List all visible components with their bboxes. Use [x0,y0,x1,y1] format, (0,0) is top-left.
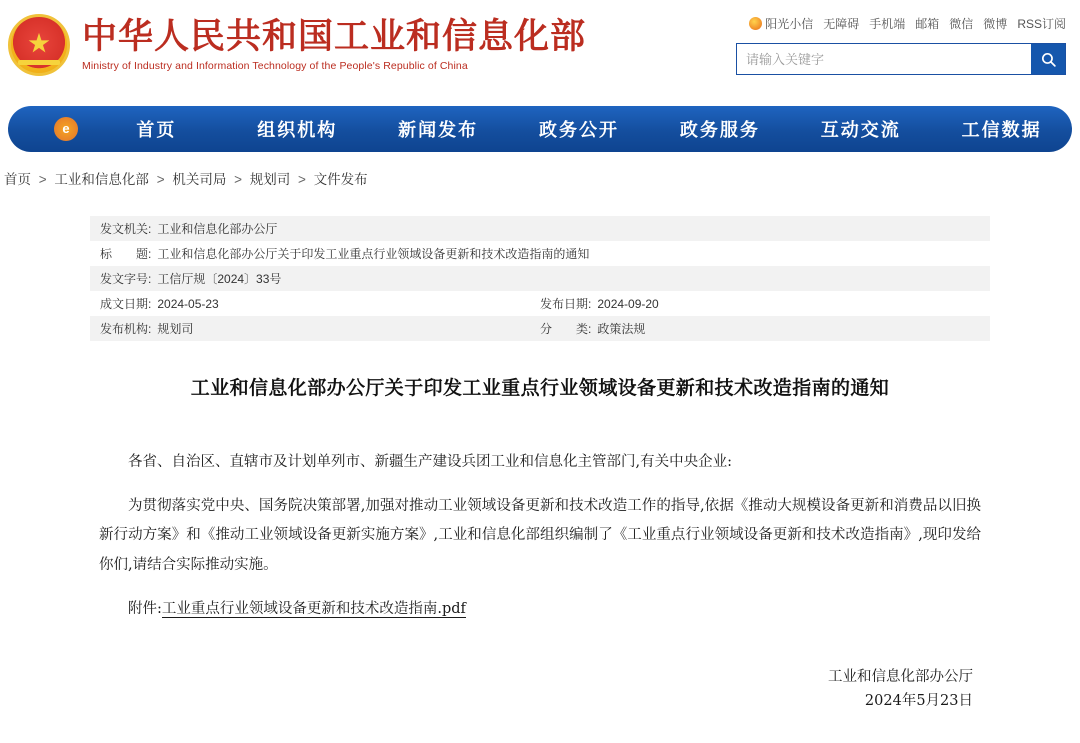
meta-label-category: 分 类: [540,322,592,336]
meta-value-publisher: 规划司 [157,322,194,336]
main-nav [8,106,1072,152]
meta-value-title: 工业和信息化部办公厅关于印发工业重点行业领域设备更新和技术改造指南的通知 [157,247,590,261]
site-title-en: Ministry of Industry and Information Technology of the People's Republic of China [82,59,468,72]
breadcrumb-separator: > [234,172,242,187]
top-link-accessibility[interactable]: 无障碍 [823,16,860,31]
nav-items [50,116,1072,142]
meta-row-title [90,241,990,266]
meta-cell-publisher [100,320,540,337]
meta-row-doc-number [90,266,990,291]
document-paragraph-1: 为贯彻落实党中央、国务院决策部署,加强对推动工业领域设备更新和技术改造工作的指导,依据《推动大规模设备更新和消费品以旧换新行动方案》和《推动工业领域设备更新实施方案》,工业和信息化部组织编制了《工业重点行业领域设备更新和技术改造指南》,现印发给你们,请结合实际推动实施。 [99,497,981,574]
meta-row-publisher-category [90,316,990,341]
top-link-wechat[interactable]: 微信 [949,16,974,31]
meta-label-title: 标 题: [100,247,152,261]
header-right [736,14,1066,75]
site-title-cn: 中华人民共和国工业和信息化部 [82,17,587,58]
document-meta-table [90,216,990,341]
search-button[interactable] [1031,44,1065,74]
document-salutation: 各省、自治区、直辖市及计划单列市、新疆生产建设兵团工业和信息化主管部门,有关中央企业: [128,454,732,470]
meta-label-publish-date: 发布日期: [540,297,592,311]
nav-item-organization[interactable]: 组织机构 [257,120,338,140]
brand-text [82,18,586,71]
search-bar [736,43,1066,75]
breadcrumb [4,168,1080,188]
top-link-sunshine[interactable] [749,15,813,32]
signature-date: 2024年5月23日 [864,693,973,710]
breadcrumb-item-document-release[interactable]: 文件发布 [313,172,368,187]
nav-item-interaction[interactable]: 互动交流 [820,120,901,140]
meta-label-written-date: 成文日期: [100,297,152,311]
meta-value-doc-number: 工信厅规〔2024〕33号 [157,272,282,286]
document-body [99,448,981,625]
meta-cell-publish-date [540,295,980,312]
site-header [0,0,1080,100]
nav-item-government-services[interactable]: 政务服务 [679,120,760,140]
signature-organization: 工业和信息化部办公厅 [828,668,973,685]
nav-item-government-affairs[interactable]: 政务公开 [539,120,619,140]
top-link-rss[interactable]: RSS订阅 [1017,16,1066,31]
top-link-mobile[interactable]: 手机端 [869,16,906,31]
meta-value-written-date: 2024-05-23 [157,296,219,311]
search-input[interactable] [737,44,1031,74]
site-brand[interactable] [8,14,586,76]
top-link-sunshine-label[interactable]: 阳光小信 [765,16,814,31]
nav-item-home[interactable]: 首页 [136,120,177,140]
breadcrumb-item-ministry[interactable]: 工业和信息化部 [54,172,149,187]
breadcrumb-separator: > [156,172,165,187]
search-icon [1040,51,1057,68]
page-title: 工业和信息化部办公厅关于印发工业重点行业领域设备更新和技术改造指南的通知 [190,377,890,399]
meta-cell-written-date [100,295,540,312]
top-links [736,14,1066,32]
breadcrumb-item-home[interactable]: 首页 [4,172,31,187]
meta-label-issuing-authority: 发文机关: [100,222,152,236]
sun-icon [749,17,762,30]
document-attachment-line [99,595,981,625]
document-signature [99,665,981,714]
meta-label-publisher: 发布机构: [100,322,152,336]
breadcrumb-item-departments[interactable]: 机关司局 [172,172,227,187]
meta-row-dates [90,291,990,316]
meta-label-doc-number: 发文字号: [100,272,152,286]
attachment-link[interactable]: 工业重点行业领域设备更新和技术改造指南.pdf [161,600,466,617]
national-emblem-icon [8,14,70,76]
nav-logo-icon: e [54,117,78,141]
nav-item-news[interactable]: 新闻发布 [398,120,479,140]
meta-value-issuing-authority: 工业和信息化部办公厅 [157,222,278,236]
meta-cell-category [540,320,980,337]
meta-value-publish-date: 2024-09-20 [597,296,659,311]
top-link-mail[interactable]: 邮箱 [915,16,940,31]
top-link-weibo[interactable]: 微博 [983,16,1008,31]
nav-item-data[interactable]: 工信数据 [961,120,1042,140]
breadcrumb-separator: > [298,172,306,187]
attachment-label: 附件: [128,600,162,617]
meta-row-issuing-authority [90,216,990,241]
meta-value-category: 政策法规 [597,322,646,336]
breadcrumb-item-planning-dept[interactable]: 规划司 [249,172,291,187]
breadcrumb-separator: > [38,172,47,187]
